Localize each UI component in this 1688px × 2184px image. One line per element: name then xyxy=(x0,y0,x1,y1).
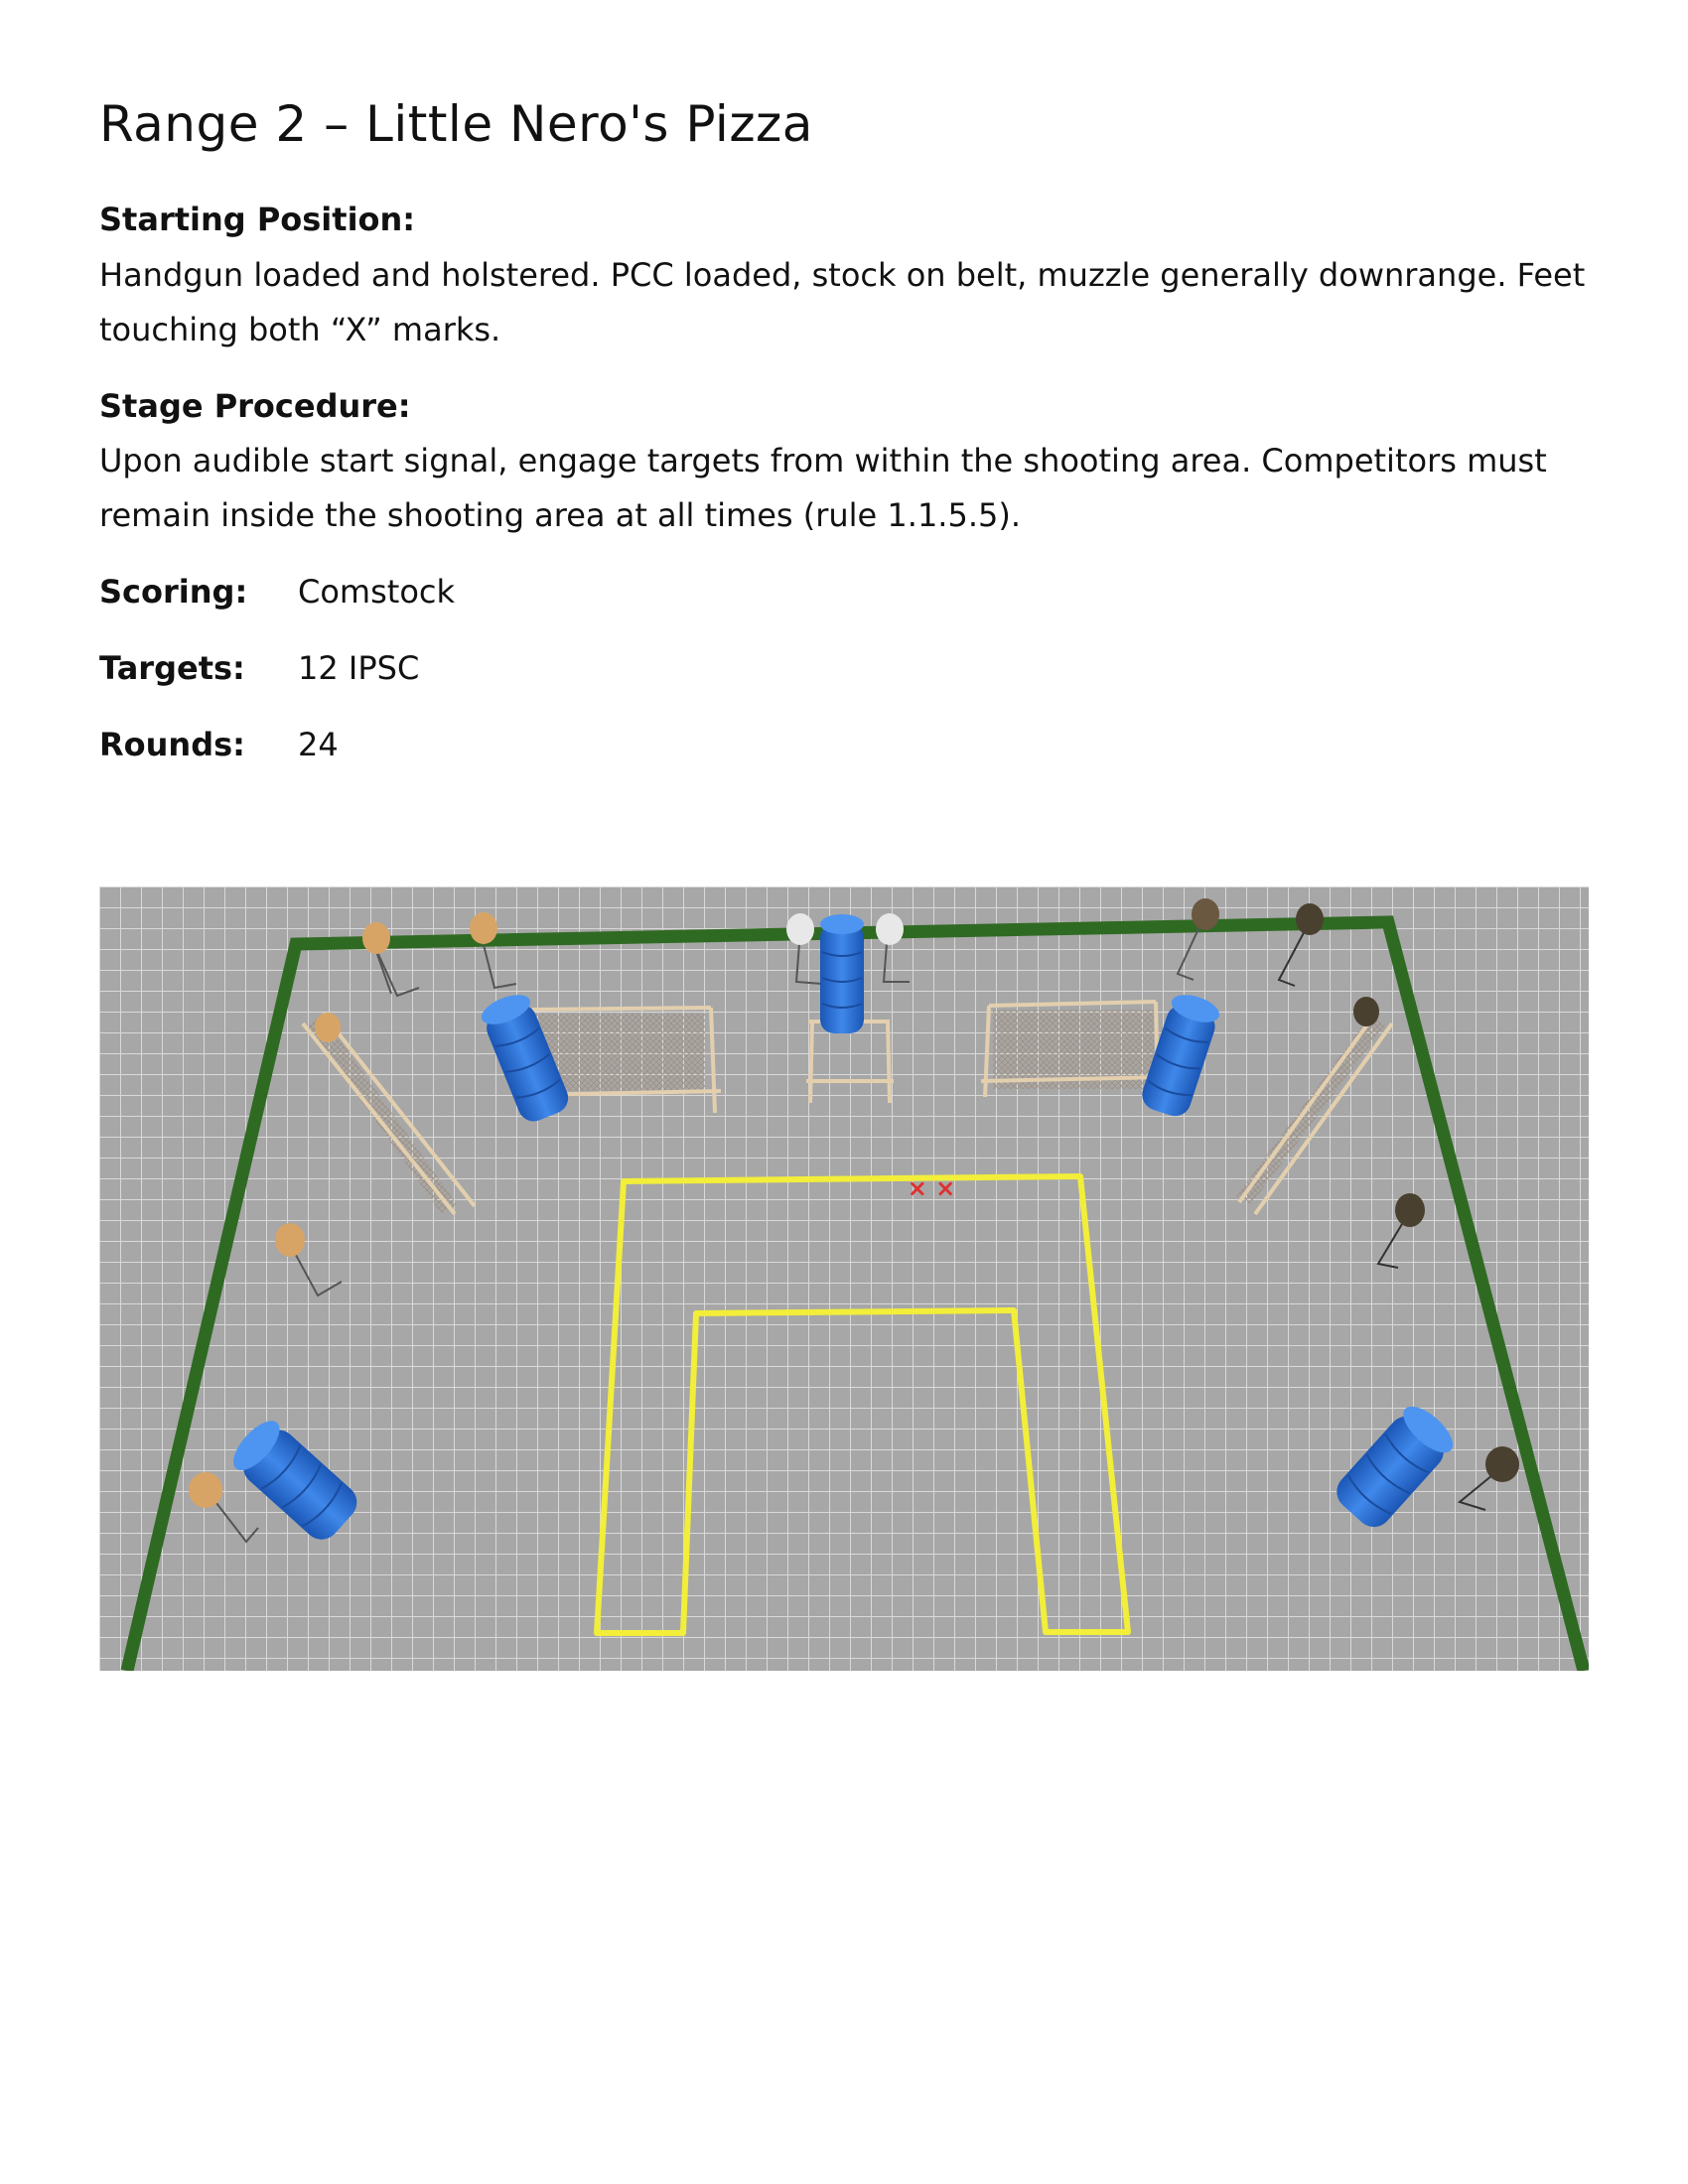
ipsc-target-7 xyxy=(315,1013,341,1042)
starting-position-text: Handgun loaded and holstered. PCC loaded, stock on belt, muzzle generally downrange. Feet touching both “X” marks. xyxy=(99,256,1586,348)
barrel-stack-center xyxy=(820,914,864,1033)
starting-position-label: Starting Position: xyxy=(99,201,416,238)
page-title: Range 2 – Little Nero's Pizza xyxy=(99,95,813,153)
rounds-label: Rounds: xyxy=(99,726,245,763)
rounds-row xyxy=(99,726,339,763)
scoring-value: Comstock xyxy=(298,573,456,611)
scoring-label: Scoring: xyxy=(99,573,248,611)
start-marks: × × xyxy=(907,1174,956,1202)
stage-procedure-text: Upon audible start signal, engage targets from within the shooting area. Competitors must remain inside the shooting area at all times (rule 1.1.5.5). xyxy=(99,442,1547,534)
stage-diagram xyxy=(99,887,1589,1671)
mesh-wall-right-center xyxy=(981,1002,1164,1097)
targets-value: 12 IPSC xyxy=(298,649,420,687)
scoring-row xyxy=(99,573,455,611)
ipsc-target-8 xyxy=(1353,997,1379,1026)
stage-procedure-label: Stage Procedure: xyxy=(99,387,411,425)
targets-label: Targets: xyxy=(99,649,245,687)
targets-row xyxy=(99,649,419,687)
stage-diagram-svg xyxy=(99,887,1589,1671)
rounds-value: 24 xyxy=(298,726,339,763)
